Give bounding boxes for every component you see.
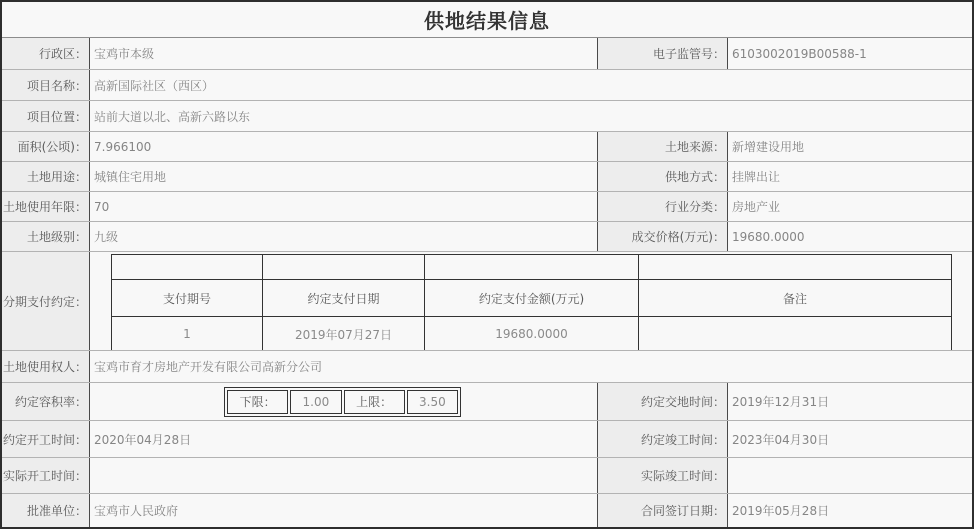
area-hectares-label: 面积(公顷)： [2,132,90,161]
land-use-years-label: 土地使用年限： [2,192,90,221]
payment-period-header: 支付期号 [112,280,263,317]
payment-table-data-row [112,317,952,351]
row-administrative-region [2,38,972,70]
payment-empty-cell [639,255,952,280]
plot-ratio-upper-label: 上限： [344,390,405,414]
project-name-value: 高新国际社区（西区） [90,70,972,100]
agreed-delivery-time-value: 2019年12月31日 [728,383,972,420]
project-name-label: 项目名称： [2,70,90,100]
land-use-label: 土地用途： [2,162,90,191]
actual-start-time-value [90,458,598,493]
payment-amount-value: 19680.0000 [425,317,639,351]
contract-sign-date-label: 合同签订日期： [598,494,728,527]
plot-ratio-box [224,387,461,417]
payment-amount-header: 约定支付金额(万元) [425,280,639,317]
agreed-start-time-value: 2020年04月28日 [90,421,598,457]
row-installment-payment [2,252,972,351]
agreed-completion-time-value: 2023年04月30日 [728,421,972,457]
supervision-number-label: 电子监管号： [598,38,728,69]
payment-date-value: 2019年07月27日 [263,317,425,351]
payment-schedule-table [111,254,952,350]
row-approval-authority [2,494,972,527]
row-land-grade [2,222,972,252]
transaction-price-value: 19680.0000 [728,222,972,251]
payment-empty-cell [263,255,425,280]
payment-table-header-row [112,280,952,317]
plot-ratio-upper-value: 3.50 [407,390,458,414]
payment-date-header: 约定支付日期 [263,280,425,317]
plot-ratio-label: 约定容积率： [2,383,90,420]
installment-payment-cell [90,252,972,350]
land-source-value: 新增建设用地 [728,132,972,161]
supply-method-label: 供地方式： [598,162,728,191]
agreed-start-time-label: 约定开工时间： [2,421,90,457]
row-project-location [2,101,972,132]
area-hectares-value: 7.966100 [90,132,598,161]
row-actual-start-time [2,458,972,494]
industry-category-value: 房地产业 [728,192,972,221]
row-agreed-start-time [2,421,972,458]
approval-authority-value: 宝鸡市人民政府 [90,494,598,527]
land-user-label: 土地使用权人： [2,351,90,382]
actual-completion-time-value [728,458,972,493]
payment-period-value: 1 [112,317,263,351]
row-land-use [2,162,972,192]
page-title: 供地结果信息 [2,2,972,38]
payment-empty-cell [112,255,263,280]
row-land-use-years [2,192,972,222]
administrative-region-label: 行政区： [2,38,90,69]
project-location-value: 站前大道以北、高新六路以东 [90,101,972,131]
plot-ratio-cell [90,383,598,420]
industry-category-label: 行业分类： [598,192,728,221]
plot-ratio-lower-label: 下限： [227,390,288,414]
land-source-label: 土地来源： [598,132,728,161]
project-location-label: 项目位置： [2,101,90,131]
land-grade-label: 土地级别： [2,222,90,251]
actual-completion-time-label: 实际竣工时间： [598,458,728,493]
land-use-value: 城镇住宅用地 [90,162,598,191]
payment-remark-header: 备注 [639,280,952,317]
installment-payment-label: 分期支付约定： [2,252,90,350]
row-area [2,132,972,162]
transaction-price-label: 成交价格(万元)： [598,222,728,251]
plot-ratio-lower-value: 1.00 [290,390,341,414]
agreed-completion-time-label: 约定竣工时间： [598,421,728,457]
row-project-name [2,70,972,101]
supervision-number-value: 6103002019B00588-1 [728,38,972,69]
land-user-value: 宝鸡市育才房地产开发有限公司高新分公司 [90,351,972,382]
land-use-years-value: 70 [90,192,598,221]
actual-start-time-label: 实际开工时间： [2,458,90,493]
contract-sign-date-value: 2019年05月28日 [728,494,972,527]
land-grade-value: 九级 [90,222,598,251]
supply-method-value: 挂牌出让 [728,162,972,191]
row-plot-ratio [2,383,972,421]
approval-authority-label: 批准单位： [2,494,90,527]
administrative-region-value: 宝鸡市本级 [90,38,598,69]
agreed-delivery-time-label: 约定交地时间： [598,383,728,420]
row-land-user [2,351,972,383]
payment-table-empty-row [112,255,952,280]
payment-remark-value [639,317,952,351]
payment-empty-cell [425,255,639,280]
